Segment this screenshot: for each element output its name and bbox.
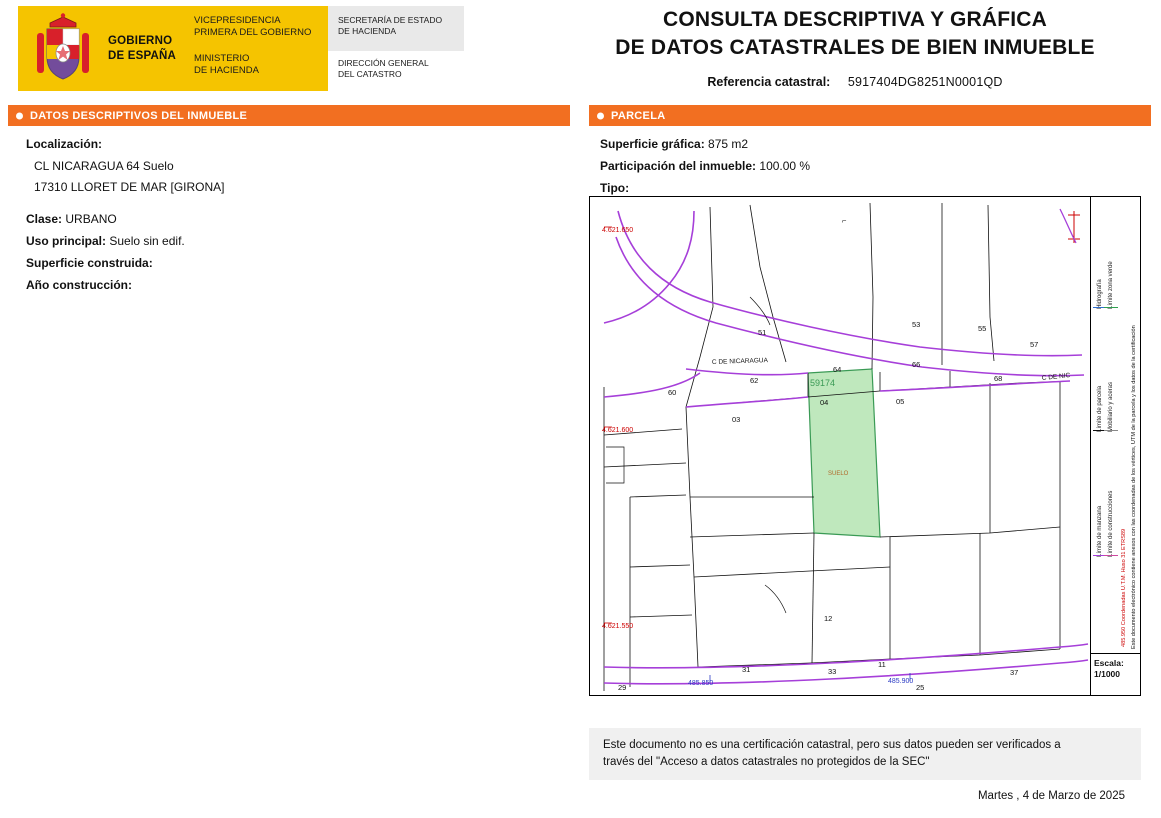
section-bar-datos-descriptivos — [8, 105, 570, 126]
vicepresidencia-line1: VICEPRESIDENCIA — [194, 15, 281, 26]
plot-label-66: 66 — [912, 360, 921, 369]
note-line-1: Este documento no es una certificación catastral, pero sus datos pueden ser verificados a — [603, 739, 1061, 751]
scale-label: Escala: — [1094, 658, 1124, 668]
plot-label-03: 03 — [732, 415, 741, 424]
field-superficie-construida — [26, 254, 570, 272]
anio-construccion-label: Año construcción: — [26, 278, 133, 293]
street-name-label-2: C DE NIC — [1041, 372, 1071, 382]
plot-label-57: 57 — [1030, 340, 1039, 349]
note-line-2: través del "Acceso a datos catastrales no protegidos de la SEC" — [603, 756, 930, 769]
superficie-grafica-label: Superficie gráfica: — [600, 137, 705, 151]
plot-label-11: 11 — [878, 660, 886, 669]
direccion-line2: DEL CATASTRO — [338, 69, 402, 80]
title-line-1: CONSULTA DESCRIPTIVA Y GRÁFICA — [662, 8, 1048, 31]
legend-swatch-construcciones — [1104, 555, 1118, 556]
construction-outlines — [606, 297, 786, 613]
field-uso-principal — [26, 232, 570, 250]
document-title-block — [560, 6, 1150, 89]
referencia-catastral-label: Referencia catastral: — [707, 74, 831, 89]
bullet-icon — [597, 112, 604, 119]
document-header — [0, 0, 1161, 96]
ministerios-block — [186, 6, 328, 91]
field-anio-construccion — [26, 276, 570, 294]
field-superficie-grafica — [600, 135, 1151, 153]
plot-label-31: 31 — [742, 665, 751, 674]
legend-label-limite-manzana: Límite de manzana — [1097, 505, 1103, 557]
secretaria-estado-block — [328, 6, 464, 51]
datos-descriptivos-panel — [8, 135, 570, 298]
localizacion-label: Localización: — [26, 137, 103, 151]
ministerio-line1: MINISTERIO — [194, 52, 250, 64]
legend-label-limite-zona-verde: Límite zona verde — [1108, 261, 1114, 309]
secretaria-line1: SECRETARÍA DE ESTADO — [338, 15, 443, 25]
referencia-catastral-row — [560, 75, 1150, 89]
participacion-label: Participación del inmueble: — [600, 159, 757, 173]
plot-label-68: 68 — [994, 374, 1003, 383]
gobierno-text — [108, 34, 176, 63]
section-bar-left-label: DATOS DESCRIPTIVOS DEL INMUEBLE — [30, 109, 248, 122]
plot-label-05: 05 — [896, 397, 905, 406]
escudo-espana-icon — [32, 13, 94, 85]
field-localizacion — [26, 135, 570, 153]
map-vector-canvas — [590, 197, 1090, 695]
plot-label-29: 29 — [618, 683, 627, 692]
gobierno-line2: DE ESPAÑA — [108, 49, 177, 62]
coord-label-x1: 485.850 — [688, 680, 714, 687]
legend-coord-system-text: 485.950 Coordenadas U.T.M. Huso 31 ETRS89 — [1121, 528, 1127, 647]
superficie-construida-label: Superficie construida: — [26, 256, 153, 271]
participacion-value: 100.00 % — [759, 159, 811, 173]
ministerio-line2: DE HACIENDA — [194, 64, 259, 76]
uso-principal-value: Suelo sin edif. — [109, 234, 185, 249]
spacer — [8, 196, 570, 210]
legend-label-limite-parcela: Límite de parcela — [1097, 385, 1103, 432]
referencia-catastral-value: 5917404DG8251N0001QD — [847, 74, 1003, 89]
parcel-use-label: SUELO — [828, 471, 849, 477]
plot-label-33: 33 — [828, 667, 837, 676]
field-clase — [26, 210, 570, 228]
legend-label-limite-construcciones: Límite de construcciones — [1108, 490, 1114, 557]
map-scale-box — [1091, 653, 1141, 695]
clase-label: Clase: — [26, 212, 63, 227]
legend-swatch-zona-verde — [1104, 307, 1118, 308]
clase-value: URBANO — [65, 212, 117, 227]
bullet-icon — [16, 112, 23, 119]
coord-label-x2: 485.900 — [888, 678, 914, 685]
plot-label-12: 12 — [824, 614, 833, 623]
plot-label-64: 64 — [833, 365, 842, 374]
direccion-catastro-block — [328, 58, 464, 80]
field-participacion — [600, 157, 1151, 175]
scale-value: 1/1000 — [1094, 669, 1120, 680]
street-name-label: C DE NICARAGUA — [711, 357, 769, 366]
coordinate-ticks — [710, 673, 910, 683]
direccion-line1: DIRECCIÓN GENERAL — [338, 58, 429, 68]
plot-label-25: 25 — [916, 683, 925, 692]
parcel-number-label: 59174 — [810, 378, 836, 388]
gobierno-line1: GOBIERNO — [108, 35, 173, 48]
uso-principal-label: Uso principal: — [26, 234, 107, 249]
superficie-grafica-value: 875 m2 — [708, 137, 749, 151]
disclaimer-note — [589, 728, 1141, 780]
direccion-line-1: CL NICARAGUA 64 Suelo — [34, 159, 174, 173]
plot-label-53: 53 — [912, 320, 921, 329]
plot-label-60: 60 — [668, 388, 677, 397]
legend-certification-text: Este documento electrónico contiene anexos con las coordenadas de los vértices, UTM de la parcela y los datos de la certificación — [1131, 325, 1137, 649]
plot-label-51: 51 — [758, 328, 767, 337]
coord-label-y2: 4.621.600 — [602, 427, 634, 434]
plot-label-55: 55 — [978, 324, 987, 333]
direccion-line-2: 17310 LLORET DE MAR [GIRONA] — [34, 179, 225, 194]
map-legend — [1090, 197, 1140, 695]
secretaria-line2: DE HACIENDA — [338, 26, 397, 37]
vicepresidencia-line2: PRIMERA DEL GOBIERNO — [194, 26, 312, 38]
legend-label-mobiliario-aceras: Mobiliario y aceras — [1108, 381, 1114, 432]
field-tipo — [600, 179, 1151, 197]
map-detail-mark: ⌐ — [842, 216, 847, 225]
document-date: Martes , 4 de Marzo de 2025 — [977, 790, 1125, 802]
section-bar-right-label: PARCELA — [611, 109, 666, 122]
legend-entries — [1091, 197, 1141, 652]
plot-label-37: 37 — [1010, 668, 1019, 677]
tipo-label: Tipo: — [600, 181, 630, 195]
cadastral-map[interactable] — [589, 196, 1141, 696]
coord-label-y1: 4.621.650 — [602, 227, 634, 234]
legend-swatch-mobiliario — [1104, 430, 1118, 431]
plot-label-62: 62 — [750, 376, 759, 385]
parcela-panel — [589, 135, 1151, 201]
coord-label-y3: 4.621.550 — [602, 623, 634, 630]
section-bar-parcela — [589, 105, 1151, 126]
title-line-2: DE DATOS CATASTRALES DE BIEN INMUEBLE — [615, 36, 1095, 60]
plot-label-04: 04 — [820, 398, 829, 407]
legend-label-hidrografia: Hidrografía — [1097, 279, 1103, 309]
